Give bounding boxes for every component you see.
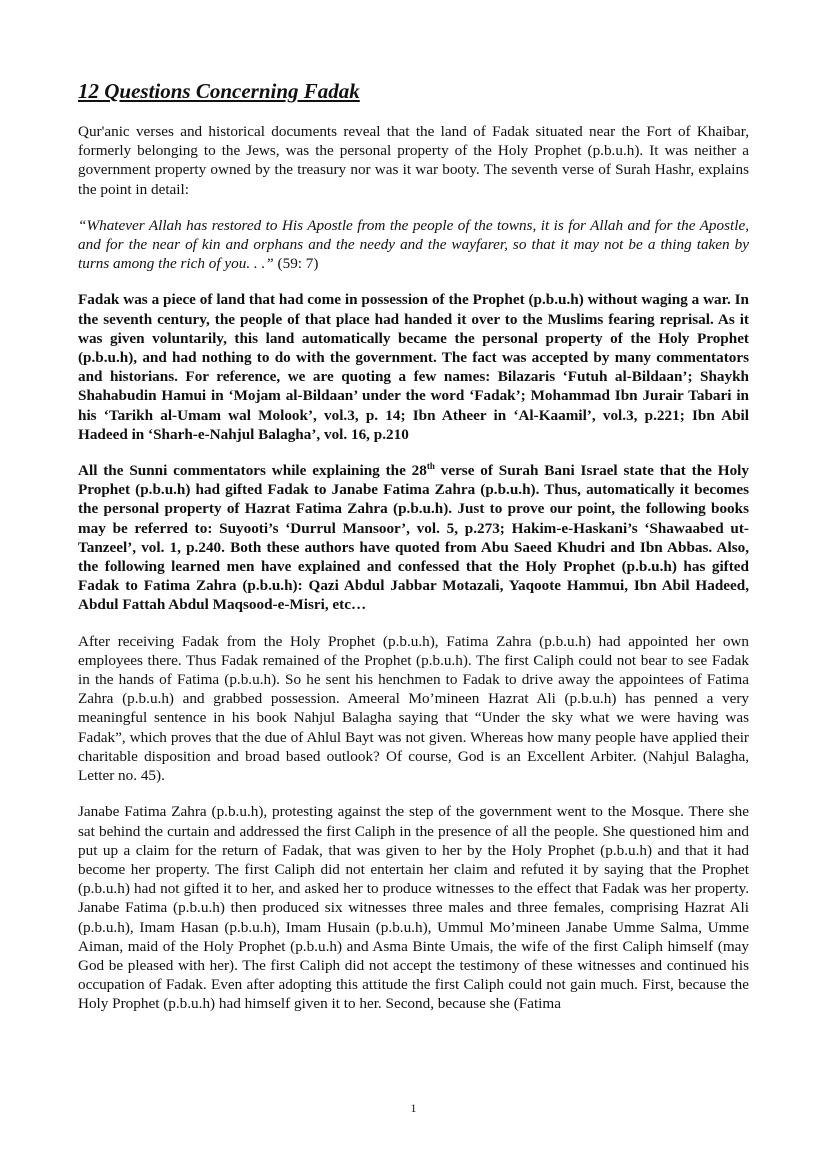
para3-end: verse of Surah Bani Israel state that the Holy Prophet (p.b.u.h) had gifted Fadak to Janabe Fatima Zahra (p.b.u.h). Thus, automatically it becomes the personal property of Hazrat Fatima Zahra (p.b.u.h). Just to prove our point, the following books may be referred to: Suyooti’s ‘Durrul Mansoor’, vol. 5, p.273; Hakim-e-Haskani’s ‘Shawaabed ut-Tanzeel’, vol. 1, p.240. Both these authors have quoted from Abu Saeed Khudri and Ibn Abbas. Also, the following learned men have explained and confessed that the Holy Prophet (p.b.u.h) has gifted Fadak to Fatima Zahra (p.b.u.h): Qazi Abdul Jabbar Motazali, Yaqoote Hammui, Ibn Abil Hadeed, Abdul Fattah Abdul Maqsood-e-Misri, etc…: [78, 462, 749, 614]
paragraph-mosque-protest: Janabe Fatima Zahra (p.b.u.h), protesting against the step of the government went to the Mosque. There she sat behind the curtain and addressed the first Caliph in the presence of all the people. She questioned him and put up a claim for the return of Fadak, that was given to her by the Holy Prophet (p.b.u.h) and that it had become her property. The first Caliph did not entertain her claim and refuted it by saying that the Prophet (p.b.u.h) had not gifted it to her, and asked her to produce witnesses to the effect that Fadak was her property. Janabe Fatima (p.b.u.h) then produced six witnesses three males and three females, comprising Hazrat Ali (p.b.u.h), Imam Hasan (p.b.u.h), Imam Husain (p.b.u.h), Ummul Mo’mineen Janabe Umme Salma, Umme Aiman, maid of the Holy Prophet (p.b.u.h) and Asma Binte Umais, the wife of the first Caliph himself (may God be pleased with her). The first Caliph did not accept the testimony of these witnesses and continued his occupation of Fadak. Even after adopting this attitude the first Caliph could not gain much. First, because the Holy Prophet (p.b.u.h) had himself given it to her. Second, because she (Fatima: [78, 803, 749, 1013]
document-title: 12 Questions Concerning Fadak: [78, 79, 360, 103]
bold-paragraph-sunni-commentators: [78, 461, 749, 615]
quote-reference: (59: 7): [273, 255, 319, 273]
paragraph-possession: After receiving Fadak from the Holy Prophet (p.b.u.h), Fatima Zahra (p.b.u.h) had appointed her own employees there. Thus Fadak remained of the Prophet (p.b.u.h). The first Caliph could not bear to see Fadak in the hands of Fatima (p.b.u.h). So he sent his henchmen to Fadak to drive away the appointees of Fatima Zahra (p.b.u.h) and grabbed possession. Ameeral Mo’mineen Hazrat Ali (p.b.u.h) has penned a very meaningful sentence in his book Nahjul Balagha saying that “Under the sky what we were having was Fadak”, which proves that the due of Ahlul Bayt was not given. Whereas how many people have applied their charitable disposition and broad based outlook? Of course, God is an Excellent Arbiter. (Nahjul Balagha, Letter no. 45).: [78, 632, 749, 785]
ordinal-superscript: th: [426, 460, 435, 471]
bold-paragraph-references: Fadak was a piece of land that had come in possession of the Prophet (p.b.u.h) without waging a war. In the seventh century, the people of that place had handed it over to the Muslims fearing reprisal. As it was given voluntarily, this land automatically became the personal property of the Holy Prophet (p.b.u.h), and had nothing to do with the government. The fact was accepted by many commentators and historians. For reference, we are quoting a few names: Bilazaris ‘Futuh al-Bildaan’; Shaykh Shahabudin Hamui in ‘Mojam al-Bildaan’ under the word ‘Fadak’; Mohammad Ibn Jurair Tabari in his ‘Tarikh al-Umam wal Molook’, vol.3, p. 14; Ibn Atheer in ‘Al-Kaamil’, vol.3, p.221; Ibn Abil Hadeed in ‘Sharh-e-Nahjul Balagha’, vol. 16, p.210: [78, 291, 749, 443]
page-number: 1: [410, 1101, 417, 1115]
quote-text: “Whatever Allah has restored to His Apostle from the people of the towns, it is for Allah and for the Apostle, and for the near of kin and orphans and the needy and the wayfarer, so that it may not be a thing taken by turns among the rich of you. . .”: [78, 216, 749, 273]
intro-paragraph: Qur'anic verses and historical documents reveal that the land of Fadak situated near the Fort of Khaibar, formerly belonging to the Jews, was the personal property of the Holy Prophet (p.b.u.h). It was neither a government property owned by the treasury nor was it war booty. The seventh verse of Surah Hashr, explains the point in detail:: [78, 123, 749, 198]
para3-start: All the Sunni commentators while explaining the 28: [78, 462, 427, 480]
document-page: [78, 78, 749, 1031]
quran-quote: [78, 216, 749, 274]
